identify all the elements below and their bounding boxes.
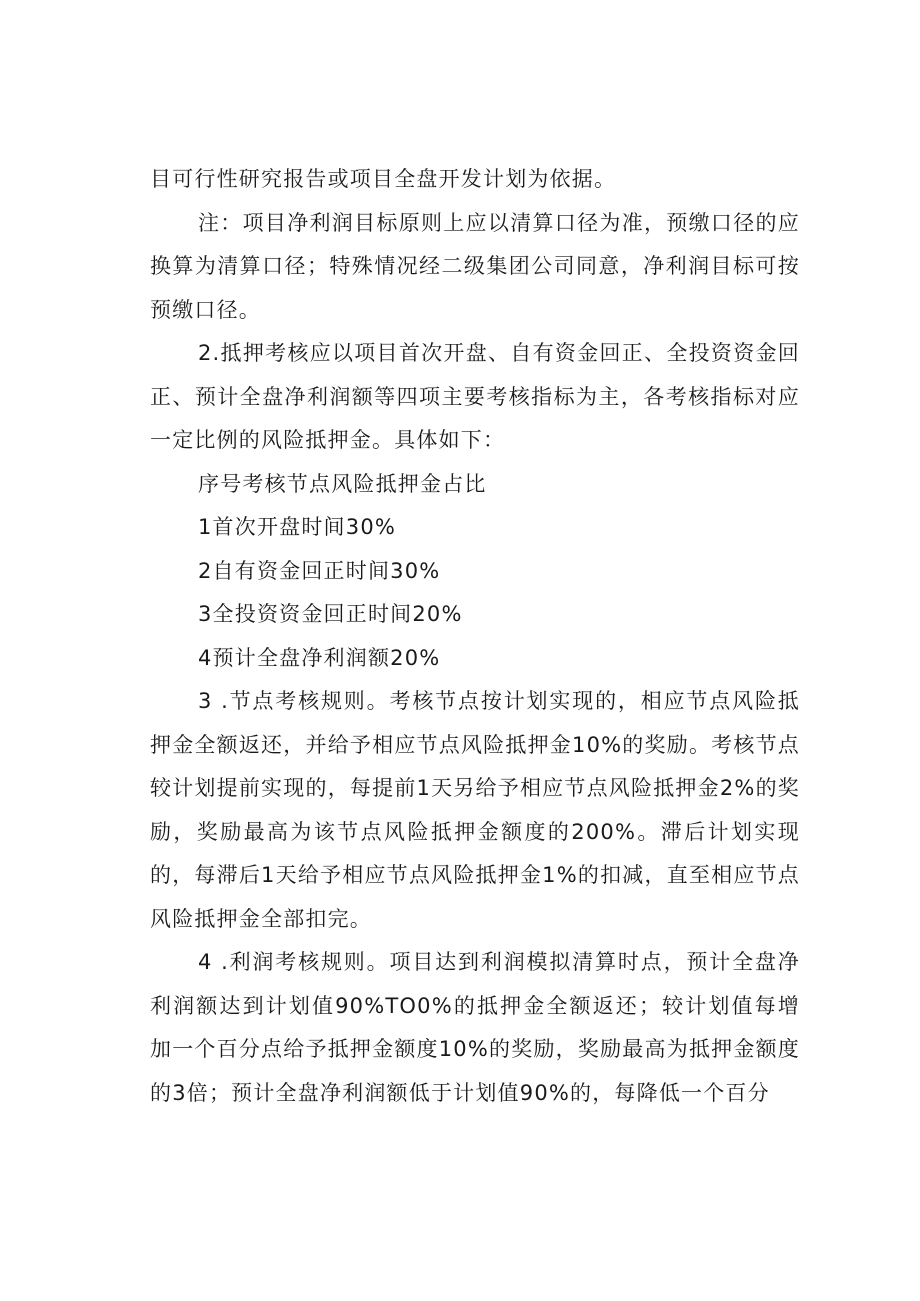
table-row: 3全投资资金回正时间20% <box>198 602 463 626</box>
table-header: 序号考核节点风险抵押金占比 <box>198 471 487 496</box>
table-row: 1首次开盘时间30% <box>198 515 397 539</box>
paragraph-item-2: 2.抵押考核应以项目首次开盘、自有资金回正、全投资资金回正、预计全盘净利润额等四项主要考核指标为主，各考核指标对应一定比例的风险抵押金。具体如下： <box>150 341 800 452</box>
paragraph-item-3: 3 .节点考核规则。考核节点按计划实现的，相应节点风险抵押金全额返还，并给予相应节点风险抵押金10%的奖励。考核节点较计划提前实现的，每提前1天另给予相应节点风险抵押金2%的奖励，奖励最高为该节点风险抵押金额度的200%。滞后计划实现的，每滞后1天给予相应节点风险抵押金1%的扣减，直至相应节点风险抵押金全部扣完。 <box>150 689 800 931</box>
table-row: 2自有资金回正时间30% <box>198 558 441 583</box>
paragraph-item-4: 4 .利润考核规则。项目达到利润模拟清算时点，预计全盘净利润额达到计划值90%TO0%的抵押金全额返还；较计划值每增加一个百分点给予抵押金额度10%的奖励，奖励最高为抵押金额度的3倍；预计全盘净利润额低于计划值90%的，每降低一个百分 <box>150 950 800 1105</box>
table-row: 4预计全盘净利润额20% <box>198 645 441 670</box>
paragraph-continuation: 目可行性研究报告或项目全盘开发计划为依据。 <box>150 167 617 191</box>
paragraph-note: 注：项目净利润目标原则上应以清算口径为准，预缴口径的应换算为清算口径；特殊情况经二级集团公司同意，净利润目标可按预缴口径。 <box>150 210 800 322</box>
document-body <box>150 158 800 1115</box>
